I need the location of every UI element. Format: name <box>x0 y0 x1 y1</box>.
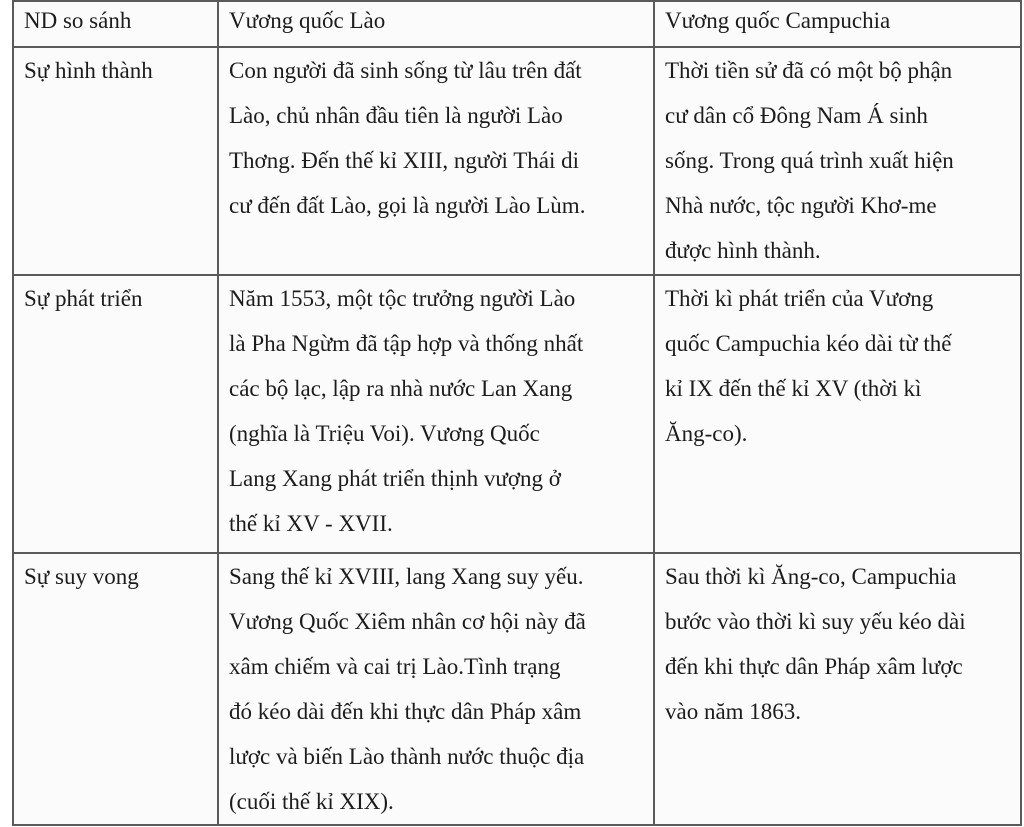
text-line: quốc Campuchia kéo dài từ thế <box>665 331 952 356</box>
text-line: cư đến đất Lào, gọi là người Lào Lùm. <box>229 193 586 218</box>
text-line: Lào, chủ nhân đầu tiên là người Lào <box>229 103 563 128</box>
text-line: Sau thời kì Ăng-co, Campuchia <box>665 564 957 589</box>
cell-laos-decline <box>218 553 654 825</box>
table-row-formation <box>13 47 1021 275</box>
text-line: Lang Xang phát triển thịnh vượng ở <box>229 466 561 491</box>
text-line: sống. Trong quá trình xuất hiện <box>665 148 954 173</box>
comparison-table <box>12 0 1022 826</box>
text-line: xâm chiếm và cai trị Lào.Tình trạng <box>229 654 561 679</box>
text-line: bước vào thời kì suy yếu kéo dài <box>665 609 966 634</box>
table-row-development <box>13 275 1021 553</box>
cell-laos-development <box>218 275 654 553</box>
cell-laos-formation <box>218 47 654 275</box>
text-line: kỉ IX đến thế kỉ XV (thời kì <box>665 376 922 401</box>
text-line: cư dân cổ Đông Nam Á sinh <box>665 103 928 128</box>
text-line: (cuối thế kỉ XIX). <box>229 789 394 814</box>
row-label: Sự phát triển <box>13 275 218 553</box>
cell-cambodia-decline <box>654 553 1021 825</box>
text-line: Thời kì phát triển của Vương <box>665 286 934 311</box>
text-line: đến khi thực dân Pháp xâm lược <box>665 654 963 679</box>
text-line: Con người đã sinh sống từ lâu trên đất <box>229 58 582 83</box>
text-line: Vương Quốc Xiêm nhân cơ hội này đã <box>229 609 586 634</box>
text-line: Ăng-co). <box>665 421 748 446</box>
text-line: Nhà nước, tộc người Khơ-me <box>665 193 937 218</box>
text-line: Thơng. Đến thế kỉ XIII, người Thái di <box>229 148 579 173</box>
text-line: (nghĩa là Triệu Voi). Vương Quốc <box>229 421 540 446</box>
text-line: lược và biến Lào thành nước thuộc địa <box>229 744 585 769</box>
text-line: Sang thế kỉ XVIII, lang Xang suy yếu. <box>229 564 584 589</box>
row-label: Sự hình thành <box>13 47 218 275</box>
table-row-decline <box>13 553 1021 825</box>
text-line: là Pha Ngừm đã tập hợp và thống nhất <box>229 331 584 356</box>
header-laos: Vương quốc Lào <box>218 1 654 47</box>
cell-cambodia-development <box>654 275 1021 553</box>
header-criteria: ND so sánh <box>13 1 218 47</box>
text-line: các bộ lạc, lập ra nhà nước Lan Xang <box>229 376 573 401</box>
cell-cambodia-formation <box>654 47 1021 275</box>
row-label: Sự suy vong <box>13 553 218 825</box>
text-line: đó kéo dài đến khi thực dân Pháp xâm <box>229 699 582 724</box>
text-line: được hình thành. <box>665 238 821 263</box>
text-line: thế kỉ XV - XVII. <box>229 511 393 536</box>
text-line: Năm 1553, một tộc trưởng người Lào <box>229 286 576 311</box>
table-header-row <box>13 1 1021 47</box>
text-line: Thời tiền sử đã có một bộ phận <box>665 58 953 83</box>
header-cambodia: Vương quốc Campuchia <box>654 1 1021 47</box>
text-line: vào năm 1863. <box>665 699 802 724</box>
